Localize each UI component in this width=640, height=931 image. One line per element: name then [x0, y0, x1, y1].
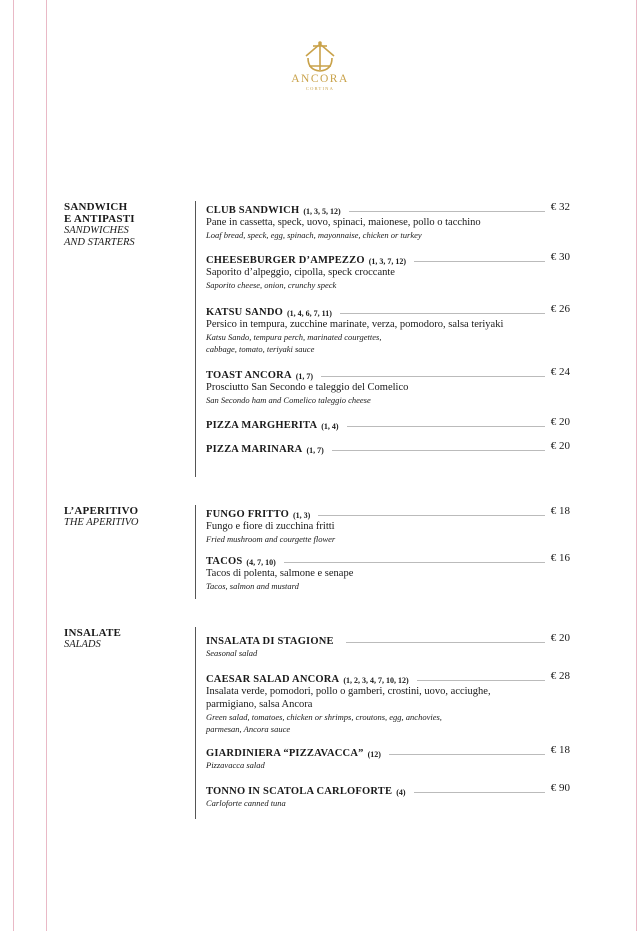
- dot-leader: [414, 792, 545, 793]
- item-price: € 20: [550, 416, 570, 428]
- item-description-it: Pane in cassetta, speck, uovo, spinaci, maionese, pollo o tacchino: [206, 217, 481, 228]
- item-price: € 32: [550, 201, 570, 213]
- section-divider: [195, 627, 196, 819]
- menu-item: [206, 744, 570, 771]
- item-price: € 18: [550, 744, 570, 756]
- brand-subtitle: CORTINA: [305, 86, 335, 91]
- item-allergens: (1, 2, 3, 4, 7, 10, 12): [343, 676, 409, 685]
- item-description-it: Insalata verde, pomodori, pollo o gamberi, crostini, uovo, acciughe,: [206, 686, 491, 697]
- section-title: [64, 201, 174, 249]
- item-name: KATSU SANDO: [206, 307, 283, 318]
- item-name: INSALATA DI STAGIONE: [206, 636, 334, 647]
- dot-leader: [349, 211, 545, 212]
- item-description-en: Green salad, tomatoes, chicken or shrimps, croutons, egg, anchovies,: [206, 712, 442, 722]
- item-description-it: Prosciutto San Secondo e taleggio del Comelico: [206, 382, 409, 393]
- dot-leader: [346, 642, 545, 643]
- item-price: € 18: [550, 505, 570, 517]
- item-name: PIZZA MARGHERITA: [206, 420, 318, 431]
- section-title-it: SANDWICH: [64, 201, 128, 213]
- menu-item: [206, 782, 570, 809]
- item-name: CHEESEBURGER D’AMPEZZO: [206, 255, 365, 266]
- item-description-en: cabbage, tomato, teriyaki sauce: [206, 344, 315, 354]
- section-title-en: AND STARTERS: [64, 237, 135, 248]
- item-name: CAESAR SALAD ANCORA: [206, 674, 340, 685]
- section-title: [64, 627, 174, 651]
- item-name: PIZZA MARINARA: [206, 444, 303, 455]
- section-divider: [195, 201, 196, 477]
- item-price: € 26: [550, 303, 570, 315]
- brand-logo: [270, 40, 370, 91]
- item-description-it: Tacos di polenta, salmone e senape: [206, 568, 354, 579]
- menu-item: [206, 366, 570, 406]
- dot-leader: [347, 426, 545, 427]
- item-description-it: parmigiano, salsa Ancora: [206, 699, 313, 710]
- item-description-en: Fried mushroom and courgette flower: [206, 534, 336, 544]
- menu-section-aperitivo: [0, 505, 640, 601]
- dot-leader: [332, 450, 545, 451]
- item-description-it: Saporito d’alpeggio, cipolla, speck croccante: [206, 267, 395, 278]
- item-price: € 90: [550, 782, 570, 794]
- section-title-en: SALADS: [64, 639, 101, 650]
- item-name: CLUB SANDWICH: [206, 205, 300, 216]
- section-items: [206, 201, 570, 466]
- item-allergens: (1, 3): [293, 511, 311, 520]
- item-description-en: San Secondo ham and Comelico taleggio cheese: [206, 395, 371, 405]
- item-price: € 16: [550, 552, 570, 564]
- dot-leader: [340, 313, 545, 314]
- item-description-en: Pizzavacca salad: [206, 760, 265, 770]
- section-title-it: L’APERITIVO: [64, 505, 139, 517]
- item-allergens: (1, 7): [306, 446, 324, 455]
- item-description-it: Fungo e fiore di zucchina fritti: [206, 521, 335, 532]
- item-price: € 20: [550, 632, 570, 644]
- menu-item: [206, 251, 570, 291]
- section-title-en: THE APERITIVO: [64, 517, 139, 528]
- item-price: € 20: [550, 440, 570, 452]
- item-description-it: Persico in tempura, zucchine marinate, verza, pomodoro, salsa teriyaki: [206, 319, 504, 330]
- item-name: TOAST ANCORA: [206, 370, 292, 381]
- menu-section-insalate: [0, 627, 640, 822]
- dot-leader: [417, 680, 545, 681]
- item-description-en: Carloforte canned tuna: [206, 798, 286, 808]
- brand-name: ANCORA: [291, 73, 349, 85]
- item-price: € 30: [550, 251, 570, 263]
- menu-item: [206, 440, 570, 455]
- item-allergens: (1, 3, 7, 12): [368, 257, 407, 266]
- item-description-en: parmesan, Ancora sauce: [206, 724, 291, 734]
- section-items: [206, 632, 570, 820]
- dot-leader: [318, 515, 544, 516]
- item-name: TACOS: [206, 556, 243, 567]
- item-price: € 24: [550, 366, 570, 378]
- section-title: [64, 505, 174, 529]
- menu-item: [206, 632, 570, 659]
- menu-item: [206, 303, 570, 355]
- item-description-en: Seasonal salad: [206, 648, 258, 658]
- item-name: GIARDINIERA “PIZZAVACCA”: [206, 748, 364, 759]
- dot-leader: [414, 261, 545, 262]
- menu-item: [206, 201, 570, 241]
- section-divider: [195, 505, 196, 599]
- dot-leader: [321, 376, 545, 377]
- item-allergens: (12): [367, 750, 381, 759]
- section-title-en: SANDWICHES: [64, 225, 129, 236]
- section-items: [206, 505, 570, 603]
- item-price: € 28: [550, 670, 570, 682]
- item-description-en: Tacos, salmon and mustard: [206, 581, 299, 591]
- item-name: TONNO IN SCATOLA CARLOFORTE: [206, 786, 393, 797]
- menu-item: [206, 416, 570, 431]
- section-title-it: E ANTIPASTI: [64, 213, 135, 225]
- item-description-en: Saporito cheese, onion, crunchy speck: [206, 280, 337, 290]
- menu-item: [206, 552, 570, 592]
- item-allergens: (4, 7, 10): [246, 558, 276, 567]
- item-description-en: Loaf bread, speck, egg, spinach, mayonnaise, chicken or turkey: [206, 230, 422, 240]
- item-allergens: (1, 4): [321, 422, 339, 431]
- dot-leader: [389, 754, 545, 755]
- item-allergens: (1, 4, 6, 7, 11): [286, 309, 332, 318]
- section-title-it: INSALATE: [64, 627, 122, 639]
- anchor-emblem-icon: [302, 40, 338, 74]
- item-allergens: (1, 3, 5, 12): [303, 207, 341, 216]
- item-allergens: (1, 7): [295, 372, 314, 381]
- menu-item: [206, 670, 570, 735]
- item-description-en: Katsu Sando, tempura perch, marinated courgettes,: [206, 332, 382, 342]
- dot-leader: [284, 562, 545, 563]
- menu-section-sandwich: [0, 201, 640, 481]
- item-name: FUNGO FRITTO: [206, 509, 290, 520]
- item-allergens: (4): [396, 788, 406, 797]
- menu-item: [206, 505, 570, 545]
